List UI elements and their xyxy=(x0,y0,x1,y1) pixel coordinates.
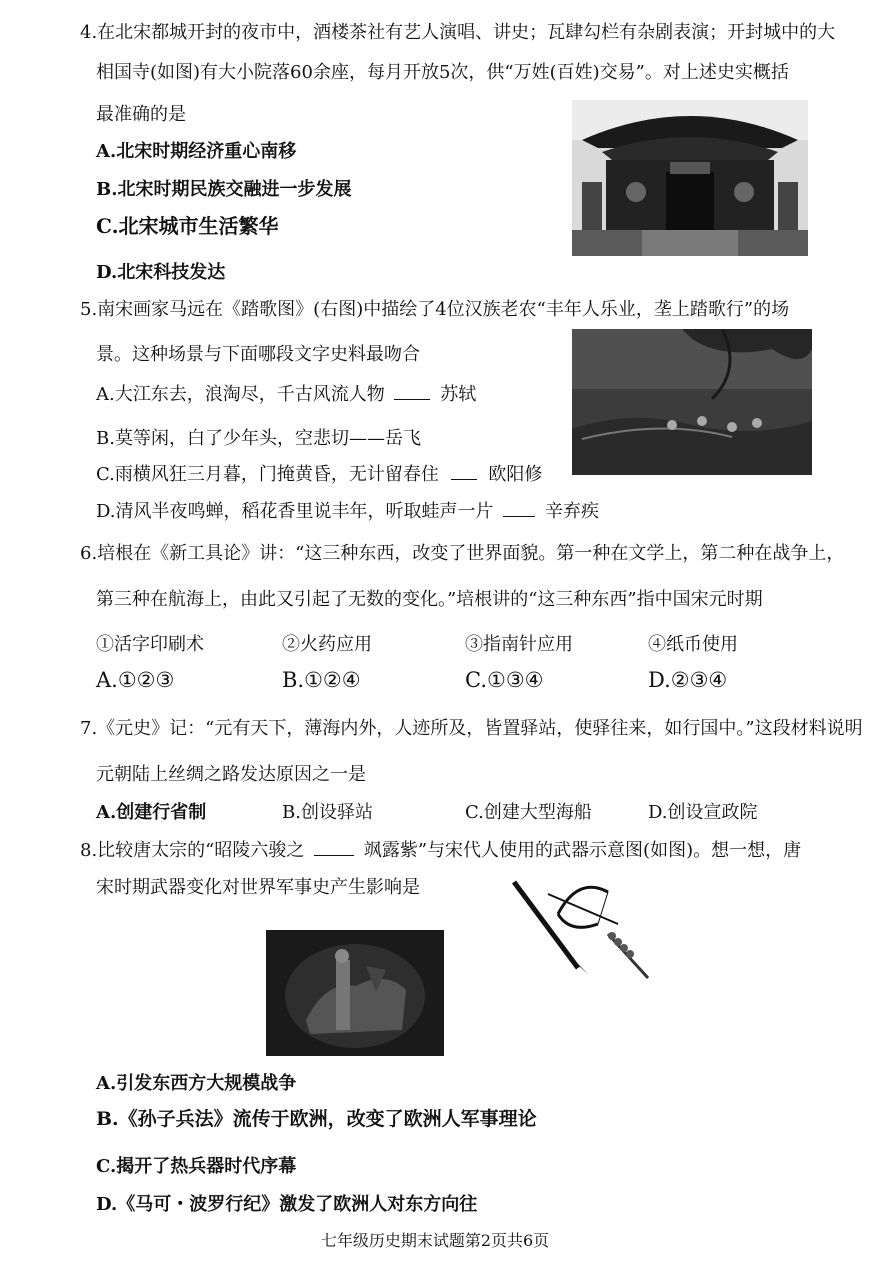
q7-option-c: C.创建大型海船 xyxy=(465,802,592,823)
q8-stem-line2: 宋时期武器变化对世界军事史产生影响是 xyxy=(96,877,420,898)
q6-option-b: B.①②④ xyxy=(282,668,361,692)
xiangguo-temple-photo xyxy=(572,100,808,256)
q8-stem-dash xyxy=(314,841,354,856)
q6-stem-line1: 6.培根在《新工具论》讲：“这三种东西，改变了世界面貌。第一种在文学上，第二种在战争上， xyxy=(80,543,845,564)
q5-option-d-dash xyxy=(503,502,535,517)
q7-option-b: B.创设驿站 xyxy=(282,802,373,823)
q5-option-a-dash xyxy=(394,385,430,400)
q5-option-c xyxy=(96,464,542,486)
q6-option-a: A.①②③ xyxy=(96,668,175,692)
q6-stem-line2: 第三种在航海上，由此又引起了无数的变化。”培根讲的“这三种东西”指中国宋元时期 xyxy=(96,589,763,610)
q8-stem-line1 xyxy=(80,840,801,862)
q6-option-d: D.②③④ xyxy=(648,668,728,692)
q5-option-d xyxy=(96,501,599,523)
q5-option-d-author: 辛弃疾 xyxy=(544,501,599,522)
weapons-illustration xyxy=(508,874,658,982)
q8-option-c: C.揭开了热兵器时代序幕 xyxy=(96,1156,297,1177)
q8-option-d: D.《马可・波罗行纪》激发了欧洲人对东方向往 xyxy=(96,1194,478,1215)
q6-item-3: ③指南针应用 xyxy=(465,634,573,655)
q7-stem-line2: 元朝陆上丝绸之路发达原因之一是 xyxy=(96,764,366,785)
q4-stem-line1: 4.在北宋都城开封的夜市中，酒楼茶社有艺人演唱、讲史；瓦肆勾栏有杂剧表演；开封城中的大 xyxy=(80,22,836,43)
q6-option-c: C.①③④ xyxy=(465,668,544,692)
q5-option-d-text: D.清风半夜鸣蝉，稻花香里说丰年，听取蛙声一片 xyxy=(96,501,494,522)
q8-stem-line1-part1: 8.比较唐太宗的“昭陵六骏之 xyxy=(80,840,305,861)
q5-option-b: B.莫等闲，白了少年头，空悲切——岳飞 xyxy=(96,428,421,449)
q4-option-a: A.北宋时期经济重心南移 xyxy=(96,141,297,162)
q5-option-a-text: A.大江东去，浪淘尽，千古风流人物 xyxy=(96,384,385,405)
q4-option-b: B.北宋时期民族交融进一步发展 xyxy=(96,179,352,200)
q5-option-c-text: C.雨横风狂三月暮，门掩黄昏，无计留春住 xyxy=(96,464,439,485)
q8-option-a: A.引发东西方大规模战争 xyxy=(96,1073,297,1094)
tage-painting-photo xyxy=(572,329,812,475)
q6-item-4: ④纸币使用 xyxy=(648,634,738,655)
q4-stem-line2: 相国寺(如图)有大小院落60余座，每月开放5次，供“万姓(百姓)交易”。对上述史实概括 xyxy=(96,62,789,83)
q4-option-c: C.北宋城市生活繁华 xyxy=(96,214,279,238)
q5-stem-line2: 景。这种场景与下面哪段文字史料最吻合 xyxy=(96,344,420,365)
q5-option-a xyxy=(96,384,476,406)
q6-item-1: ①活字印刷术 xyxy=(96,634,204,655)
saluzi-horse-relief-photo xyxy=(266,930,444,1056)
q7-option-a: A.创建行省制 xyxy=(96,802,207,823)
q5-option-a-author: 苏轼 xyxy=(440,384,477,405)
q4-option-d: D.北宋科技发达 xyxy=(96,262,226,283)
q5-stem-line1: 5.南宋画家马远在《踏歌图》(右图)中描绘了4位汉族老农“丰年人乐业，垄上踏歌行”的场 xyxy=(80,299,790,320)
q8-stem-line1-part2: 飒露紫”与宋代人使用的武器示意图(如图)。想一想，唐 xyxy=(363,840,802,861)
q6-item-2: ②火药应用 xyxy=(282,634,372,655)
q7-option-d: D.创设宣政院 xyxy=(648,802,758,823)
q7-stem-line1: 7.《元史》记：“元有天下，薄海内外，人迹所及，皆置驿站，使驿往来，如行国中。”这段材料说明 xyxy=(80,718,863,739)
q5-option-c-author: 欧阳修 xyxy=(488,464,543,485)
page-footer: 七年级历史期末试题第2页共6页 xyxy=(320,1231,550,1250)
q8-option-b: B.《孙子兵法》流传于欧洲，改变了欧洲人军事理论 xyxy=(96,1108,537,1130)
q5-option-c-dash xyxy=(451,465,477,480)
q4-stem-line3: 最准确的是 xyxy=(96,104,186,125)
